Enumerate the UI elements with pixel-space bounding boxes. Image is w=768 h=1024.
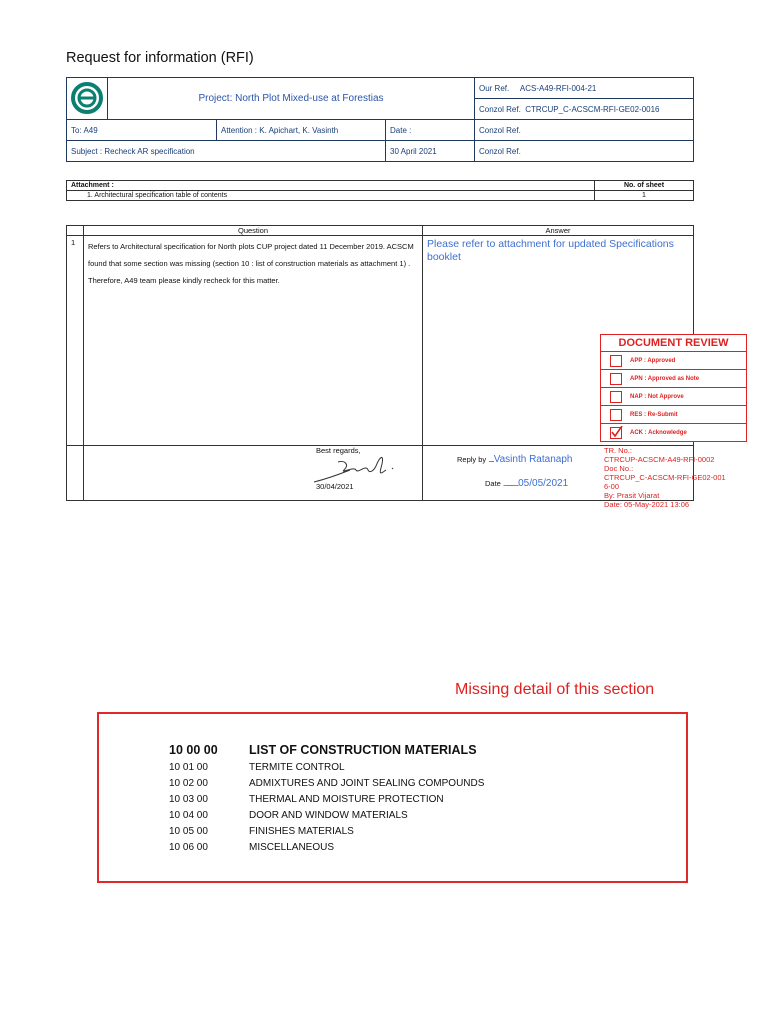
- logo-icon: [70, 81, 104, 115]
- our-ref-label: Our Ref.: [479, 83, 510, 93]
- item-title: FINISHES MATERIALS: [249, 826, 354, 837]
- list-item: [169, 824, 484, 840]
- stamp-option-label: ACK : Acknowledge: [630, 429, 687, 436]
- heading-code: 10 00 00: [169, 743, 218, 757]
- conzol-ref-2: Conzol Ref.: [475, 120, 694, 141]
- list-item: [169, 792, 484, 808]
- stamp-info: [604, 446, 754, 509]
- doc-label: Doc No.:: [604, 464, 634, 473]
- checkbox-icon: [610, 409, 622, 421]
- answer-text: Please refer to attachment for updated Specifications booklet: [423, 236, 694, 446]
- question-header: Question: [84, 226, 423, 236]
- review-date: Date: 05-May-2021 13:06: [604, 500, 690, 509]
- signature-block: [84, 446, 423, 501]
- stamp-option-label: APP : Approved: [630, 357, 676, 364]
- attachment-item: 1. Architectural specification table of contents: [67, 191, 595, 201]
- signature-date: 30/04/2021: [316, 482, 354, 491]
- stamp-option-label: APN : Approved as Note: [630, 375, 700, 382]
- our-ref: [475, 78, 694, 99]
- conzol-ref-label: Conzol Ref.: [479, 104, 521, 114]
- reply-by-value: Vasinth Ratanaph: [493, 454, 573, 465]
- checkbox-icon: [610, 391, 622, 403]
- answer-header: Answer: [423, 226, 694, 236]
- attachment-sheets: 1: [595, 191, 694, 201]
- checkbox-icon: [610, 355, 622, 367]
- doc-rev: 6-00: [604, 482, 620, 491]
- date-value: 30 April 2021: [386, 141, 475, 162]
- rfi-header-table: [66, 77, 694, 162]
- reviewed-by: By: Prasit Vijarat: [604, 491, 660, 500]
- item-code: 10 02 00: [169, 778, 208, 789]
- item-code: 10 03 00: [169, 794, 208, 805]
- question-number: 1: [67, 236, 84, 446]
- item-title: ADMIXTURES AND JOINT SEALING COMPOUNDS: [249, 778, 485, 789]
- attachment-table: [66, 180, 694, 201]
- list-item: [169, 776, 484, 792]
- subject-field: Subject : Recheck AR specification: [67, 141, 386, 162]
- best-regards: Best regards,: [316, 446, 361, 455]
- conzol-ref-value: CTRCUP_C-ACSCM-RFI-GE02-0016: [525, 104, 660, 114]
- item-code: 10 04 00: [169, 810, 208, 821]
- conzol-ref: [475, 99, 694, 120]
- list-item: [169, 808, 484, 824]
- stamp-title: DOCUMENT REVIEW: [601, 335, 746, 352]
- doc-value: CTRCUP_C-ACSCM-RFI-GE02-001: [604, 473, 726, 482]
- stamp-option-label: NAP : Not Approve: [630, 393, 684, 400]
- list-item: [169, 840, 484, 856]
- stamp-option: [601, 370, 746, 388]
- list-heading: [169, 740, 484, 760]
- item-title: MISCELLANEOUS: [249, 842, 335, 853]
- to-field: To: A49: [67, 120, 217, 141]
- item-title: THERMAL AND MOISTURE PROTECTION: [249, 794, 444, 805]
- stamp-option: [601, 388, 746, 406]
- conzol-ref-3: Conzol Ref.: [475, 141, 694, 162]
- stamp-option-label: RES : Re-Submit: [630, 411, 678, 418]
- item-title: DOOR AND WINDOW MATERIALS: [249, 810, 408, 821]
- materials-list: [169, 740, 484, 856]
- item-title: TERMITE CONTROL: [249, 762, 345, 773]
- item-code: 10 01 00: [169, 762, 208, 773]
- stamp-option: [601, 424, 746, 441]
- checkbox-icon: [610, 373, 622, 385]
- attachment-header: Attachment :: [67, 181, 595, 191]
- project-name: Project: North Plot Mixed-use at Forestias: [108, 78, 475, 120]
- checkmark-icon: [610, 427, 622, 439]
- reply-date: Date ..............05/05/2021: [485, 478, 569, 489]
- tr-value: CTRCUP-ACSCM-A49-RFI-0002: [604, 455, 715, 464]
- stamp-option: [601, 406, 746, 424]
- document-review-stamp: [600, 334, 747, 442]
- reply-date-value: 05/05/2021: [518, 478, 569, 489]
- question-text: Refers to Architectural specification for North plots CUP project dated 11 December 2019. ACSCM found that some section was missing (section 10 : list of construction materials as attachment 1) . Therefore, A49 team please kindly recheck for this matter.: [84, 236, 423, 446]
- reply-by-label: Reply by: [457, 455, 489, 464]
- sheet-count-header: No. of sheet: [595, 181, 694, 191]
- stamp-option: [601, 352, 746, 370]
- tr-label: TR. No.:: [604, 446, 632, 455]
- heading-title: LIST OF CONSTRUCTION MATERIALS: [249, 743, 477, 757]
- reply-date-label: Date: [485, 479, 503, 488]
- document-title: Request for information (RFI): [66, 50, 254, 66]
- reply-by: Reply by .....Vasinth Ratanaph: [457, 454, 573, 465]
- date-label: Date :: [386, 120, 475, 141]
- item-code: 10 05 00: [169, 826, 208, 837]
- missing-caption: Missing detail of this section: [455, 681, 655, 698]
- item-code: 10 06 00: [169, 842, 208, 853]
- list-item: [169, 760, 484, 776]
- attention-field: Attention : K. Apichart, K. Vasinth: [217, 120, 386, 141]
- company-logo: [67, 78, 108, 120]
- our-ref-value: ACS-A49-RFI-004-21: [519, 83, 597, 93]
